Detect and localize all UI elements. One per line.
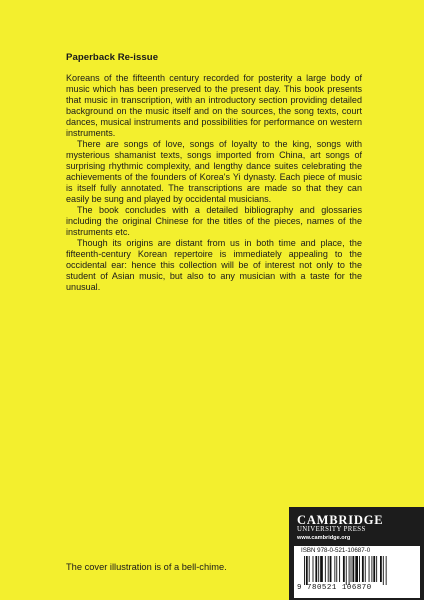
publisher-url: www.cambridge.org <box>297 535 351 541</box>
isbn-label: ISBN 978-0-521-10687-0 <box>301 547 371 554</box>
barcode-icon <box>304 556 410 585</box>
cover-illustration-caption: The cover illustration is of a bell-chime. <box>66 562 227 572</box>
barcode-panel <box>294 546 420 598</box>
publisher-logo <box>297 514 383 542</box>
blurb-paragraph-1: Koreans of the fifteenth century recorded for posterity a large body of music which has been preserved to the present day. This book presents that music in transcription, with an introductory section providing detailed background on the music itself and on the sources, the song texts, court dances, musical instruments and possibilities for performance on western instruments. <box>66 73 362 138</box>
blurb-paragraph-2: There are songs of love, songs of loyalty to the king, songs with mysterious shamanist texts, songs imported from China, art songs of surprising rhythmic complexity, and lengthy dance suites celebrating the achievements of the founders of Korea's Yi dynasty. Each piece of music is itself fully annotated. The transcriptions are made so that they can easily be sung and played by occidental musicians. <box>66 139 362 204</box>
ean-digits: 9 780521 106870 <box>297 584 372 592</box>
blurb-paragraph-4: Though its origins are distant from us in both time and place, the fifteenth-century Korean repertoire is immediately appealing to the occidental ear: hence this collection will be of interest not only to the student of Asian music, but also to any musician with a taste for the unusual. <box>66 238 362 292</box>
section-heading: Paperback Re-issue <box>66 52 159 63</box>
publisher-press: UNIVERSITY PRESS <box>297 526 366 533</box>
publisher-box <box>289 507 424 600</box>
blurb-text <box>66 73 362 293</box>
publisher-name: CAMBRIDGE <box>297 513 384 527</box>
blurb-paragraph-3: The book concludes with a detailed bibliography and glossaries including the original Chinese for the titles of the pieces, names of the instruments etc. <box>66 205 362 237</box>
